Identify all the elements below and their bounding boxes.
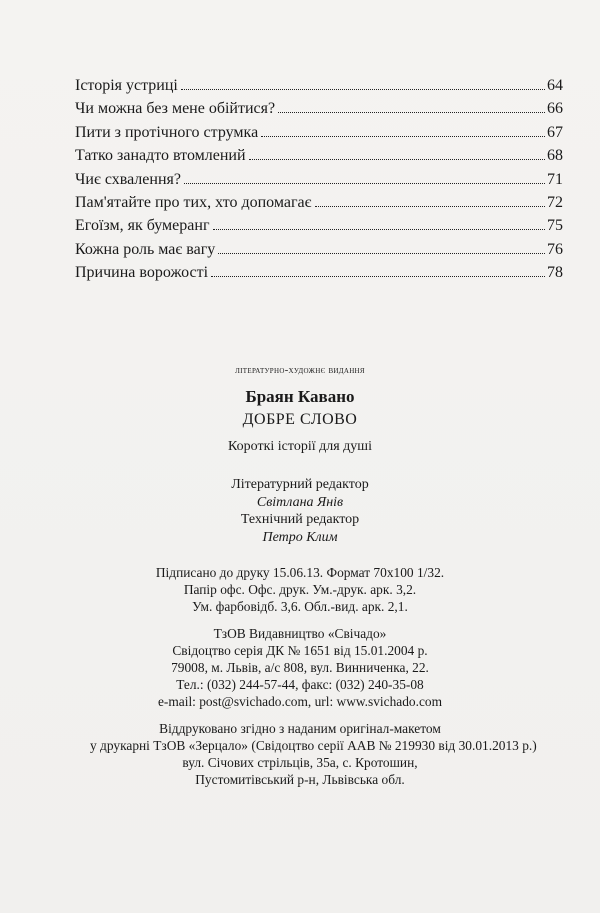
printing-line: Пустомитівський р-н, Львівська обл. [195,772,405,787]
toc-entry-title: Кожна роль має вагу [75,240,216,258]
publisher-contacts: e-mail: post@svichado.com, url: www.svichado.com [157,694,443,709]
spec-line: Ум. фарбовідб. 3,6. Обл.-вид. арк. 2,1. [192,599,408,614]
printing-info [90,720,537,788]
literary-editor-role: Літературний редактор [231,477,369,492]
literary-editor-name: Світлана Янів [256,494,344,510]
technical-editor-name: Петро Клим [262,529,338,545]
toc-leader-dots [218,252,545,254]
technical-editor-role: Технічний редактор [240,512,360,527]
toc-entry-title: Пам'ятайте про тих, хто допомагає [75,193,312,211]
book-title: ДОБРЕ СЛОВО [242,411,358,428]
toc-entry-page: 66 [547,100,563,118]
toc-entry-title: Історія устриці [75,77,178,94]
publisher-line: ТзОВ Видавництво «Свічадо» [213,626,387,641]
spec-line: Підписано до друку 15.06.13. Формат 70x100 1/32. [155,565,445,580]
toc-entry [75,144,563,167]
toc-entry [75,97,563,120]
printing-line: Віддруковано згідно з наданим оригінал-макетом [159,721,441,736]
toc-leader-dots [261,135,545,137]
toc-entry-title: Причина ворожості [75,264,209,282]
toc-entry-title: Егоїзм, як бумеранг [75,217,210,235]
toc-entry-page: 64 [547,77,563,94]
toc-entry [75,121,563,144]
toc-leader-dots [211,275,545,277]
toc-entry [75,74,563,97]
publisher-line: 79008, м. Львів, а/с 808, вул. Винниченка, 22. [171,660,429,675]
toc-leader-dots [249,158,545,160]
publisher-info [90,625,510,710]
toc-leader-dots [278,111,545,113]
toc-leader-dots [184,182,545,184]
table-of-contents [75,74,563,285]
toc-entry-title: Чиє схвалення? [75,170,181,188]
toc-entry [75,238,563,261]
publisher-line: Свідоцтво серія ДК № 1651 від 15.01.2004 р. [172,643,428,658]
publisher-line: Тел.: (032) 244-57-44, факс: (032) 240-35-08 [176,677,424,692]
toc-entry [75,168,563,191]
toc-entry [75,214,563,237]
edition-type: літературно-художнє видання [235,365,365,376]
toc-entry-title: Татко занадто втомлений [75,147,246,165]
toc-entry-page: 71 [547,170,563,188]
toc-entry-page: 68 [547,147,563,165]
colophon [90,362,537,788]
toc-entry-page: 72 [547,193,563,211]
toc-entry-title: Чи можна без мене обійтися? [75,100,276,118]
editor-credits [90,476,510,546]
book-subtitle: Короткі історії для душі [228,439,372,454]
toc-leader-dots [315,205,545,207]
printing-line: вул. Січових стрільців, 35а, с. Кротошин, [182,755,418,770]
toc-entry-page: 75 [547,217,563,235]
spec-line: Папір офс. Офс. друк. Ум.-друк. арк. 3,2. [183,582,417,597]
author-name: Браян Кавано [245,387,355,406]
toc-leader-dots [181,88,545,90]
toc-leader-dots [213,228,545,230]
toc-entry [75,261,563,284]
toc-entry-page: 76 [547,240,563,258]
toc-entry-page: 78 [547,264,563,282]
toc-entry-title: Пити з протічного струмка [75,123,259,141]
toc-entry-page: 67 [547,123,563,141]
print-specs [90,564,510,615]
printing-line: у друкарні ТзОВ «Зерцало» (Свідоцтво серії ААВ № 219930 від 30.01.2013 р.) [90,738,537,753]
toc-entry [75,191,563,214]
